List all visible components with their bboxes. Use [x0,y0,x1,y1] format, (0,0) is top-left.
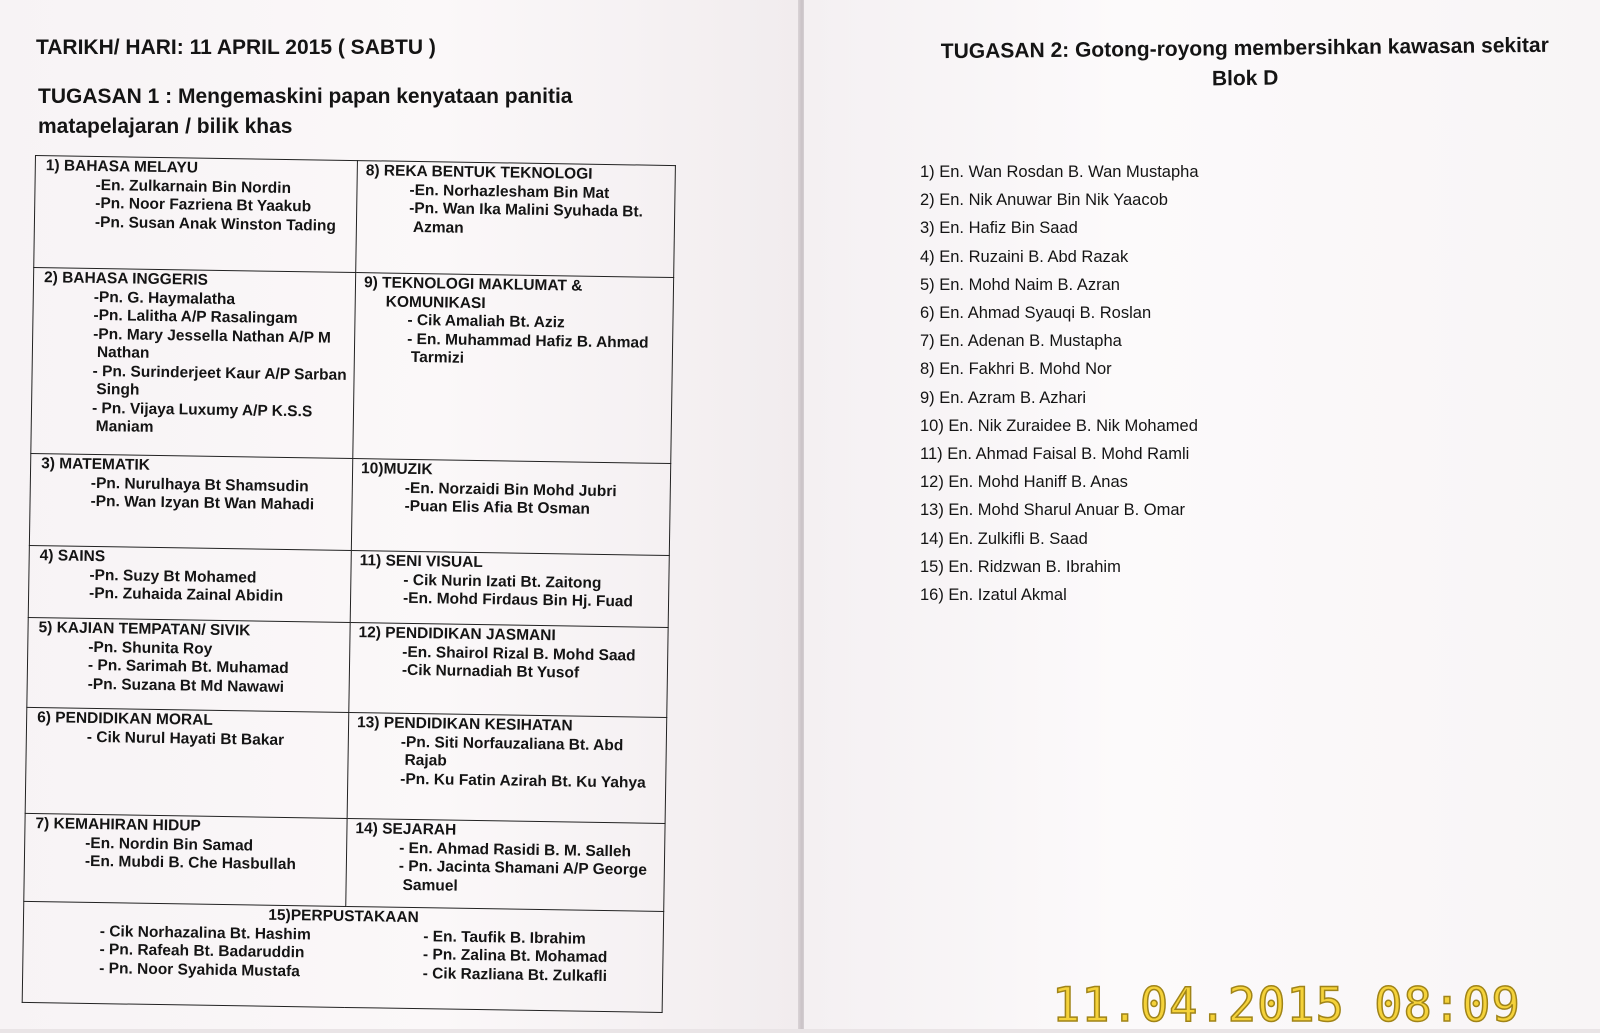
list-item: 2) En. Nik Anuwar Bin Nik Yaacob [920,191,1168,210]
member-name: -Pn. Wan Izyan Bt Wan Mahadi [90,492,315,514]
member-name: -Pn. Wan Ika Malini Syuhada Bt. Azman [409,199,643,237]
member-name: - Pn. Zalina Bt. Mohamad [422,946,608,967]
subject-heading: 15)PERPUSTAKAAN [268,906,419,927]
task-cell [25,707,349,818]
list-item: 13) En. Mohd Sharul Anuar B. Omar [920,501,1186,520]
task-cell [350,551,669,628]
table-row [25,707,667,823]
date-line: TARIKH/ HARI: 11 APRIL 2015 ( SABTU ) [36,36,436,59]
library-cell [22,901,664,1012]
member-name: -Pn. Suzana Bt Md Nawawi [87,675,285,696]
member-name: -En. Norzaidi Bin Mohd Jubri [404,479,617,500]
task1-table [22,155,676,1013]
task-cell [353,273,674,464]
list-item: 1) En. Wan Rosdan B. Wan Mustapha [920,163,1199,181]
subject-heading: 7) KEMAHIRAN HIDUP [35,815,201,835]
task-cell [346,818,665,911]
member-name: - En. Taufik B. Ibrahim [423,927,586,948]
member-name: -Pn. G. Haymalatha [93,288,236,308]
list-item: 6) En. Ahmad Syauqi B. Roslan [920,304,1152,323]
table-row [31,267,674,463]
subject-heading: 1) BAHASA MELAYU [45,157,199,177]
subject-heading: 13) PENDIDIKAN KESIHATAN [356,714,573,735]
task-cell [31,267,356,458]
table-row [27,617,668,717]
member-name: - Cik Norhazalina Bt. Hashim [99,922,311,943]
subject-heading: 10)MUZIK [360,460,433,479]
member-name: -Pn. Zuhaida Zainal Abidin [88,584,284,605]
photo-timestamp: 11.04.2015 08:09 [1052,978,1521,1033]
member-name: - Pn. Vijaya Luxumy A/P K.S.S Maniam [91,399,313,436]
member-name: -Pn. Noor Fazriena Bt Yaakub [95,194,312,216]
list-item: 5) En. Mohd Naim B. Azran [920,275,1120,294]
task-cell [34,156,358,273]
member-name: - En. Ahmad Rasidi B. M. Salleh [399,839,632,860]
list-item: 12) En. Mohd Haniff B. Anas [920,473,1128,492]
member-name: - Pn. Noor Syahida Mustafa [99,959,301,980]
member-name: - Pn. Sarimah Bt. Muhamad [87,656,289,678]
member-name: -Pn. Lalitha A/P Rasalingam [93,306,298,328]
task-cell [24,813,347,906]
member-name: -En. Zulkarnain Bin Nordin [95,176,292,197]
task-cell [29,453,352,550]
list-item: 7) En. Adenan B. Mustapha [920,332,1122,351]
subject-heading: 2) BAHASA INGGERIS [43,269,209,289]
task2-title-line2: Blok D [1211,66,1279,91]
task2-title [900,30,1591,97]
member-name: -En. Mubdi B. Che Hasbullah [84,852,297,874]
member-name: - Cik Nurin Izati Bt. Zaitong [403,571,602,592]
member-name: - Pn. Surinderjeet Kaur A/P Sarban Singh [92,362,347,399]
task-cell [28,545,351,622]
list-item: 10) En. Nik Zuraidee B. Nik Mohamed [920,416,1198,435]
member-name: -Cik Nurnadiah Bt Yusof [401,661,580,682]
member-name: - Cik Nurul Hayati Bt Bakar [86,728,285,749]
subject-heading: 11) SENI VISUAL [359,552,483,572]
task2-title-line1: TUGASAN 2: Gotong-royong membersihkan kawasan sekitar [940,33,1549,64]
member-name: -Pn. Ku Fatin Azirah Bt. Ku Yahya [400,770,646,792]
list-item: 15) En. Ridzwan B. Ibrahim [920,557,1121,576]
member-name: -En. Mohd Firdaus Bin Hj. Fuad [402,589,634,611]
left-sheet [0,0,800,1029]
list-item: 3) En. Hafiz Bin Saad [920,219,1078,238]
table-row [34,156,676,278]
library-member-column [343,926,657,986]
member-name: - Pn. Rafeah Bt. Badaruddin [99,941,305,962]
task1-title: TUGASAN 1 : Mengemaskini papan kenyataan panitia matapelajaran / bilik khas [38,85,573,138]
task-cell [27,617,350,712]
subject-heading: 12) PENDIDIKAN JASMANI [358,624,556,645]
member-name: - Cik Amaliah Bt. Aziz [407,311,565,332]
list-item: 16) En. Izatul Akmal [920,586,1067,605]
right-sheet [804,0,1600,1029]
member-name: - Pn. Jacinta Shamani A/P George Samuel [398,857,648,895]
subject-heading: 8) REKA BENTUK TEKNOLOGI [365,162,593,183]
member-name: - Cik Razliana Bt. Zulkafli [422,964,608,985]
list-item: 4) En. Ruzaini B. Abd Razak [920,247,1129,266]
task-cell [347,712,667,823]
library-member-column [29,922,343,982]
list-item: 8) En. Fakhri B. Mohd Nor [920,360,1112,379]
list-item: 11) En. Ahmad Faisal B. Mohd Ramli [920,445,1190,464]
member-name: - En. Muhammad Hafiz B. Ahmad Tarmizi [407,330,649,367]
member-name: -Pn. Mary Jessella Nathan A/P M Nathan [93,325,332,362]
member-name: -En. Nordin Bin Samad [85,834,254,855]
member-name: -En. Shairol Rizal B. Mohd Saad [402,643,636,664]
task-cell [351,459,670,556]
table-row [29,453,670,555]
member-name: -Pn. Nurulhaya Bt Shamsudin [90,474,309,495]
list-item: 9) En. Azram B. Azhari [920,388,1086,407]
member-name: -Pn. Shunita Roy [88,638,213,658]
table-row [24,813,665,911]
member-name: -Pn. Suzy Bt Mohamed [89,566,257,587]
table-row [28,545,669,627]
member-name: -Puan Elis Afia Bt Osman [404,497,591,518]
member-name: -Pn. Susan Anak Winston Tading [94,213,337,235]
member-name: -En. Norhazlesham Bin Mat [409,181,610,202]
member-name: -Pn. Siti Norfauzaliana Bt. Abd Rajab [400,733,624,770]
subject-heading: 3) MATEMATIK [41,455,151,474]
table-row-library [22,901,664,1012]
subject-heading: 4) SAINS [39,547,106,566]
task2-member-list [920,158,1280,609]
task-cell [356,161,676,278]
subject-heading: 9) TEKNOLOGI MAKLUMAT & KOMUNIKASI [363,274,583,312]
task-cell [349,623,668,718]
subject-heading: 14) SEJARAH [355,820,457,839]
subject-heading: 5) KAJIAN TEMPATAN/ SIVIK [38,619,251,640]
list-item: 14) En. Zulkifli B. Saad [920,529,1088,548]
subject-heading: 6) PENDIDIKAN MORAL [37,709,213,729]
